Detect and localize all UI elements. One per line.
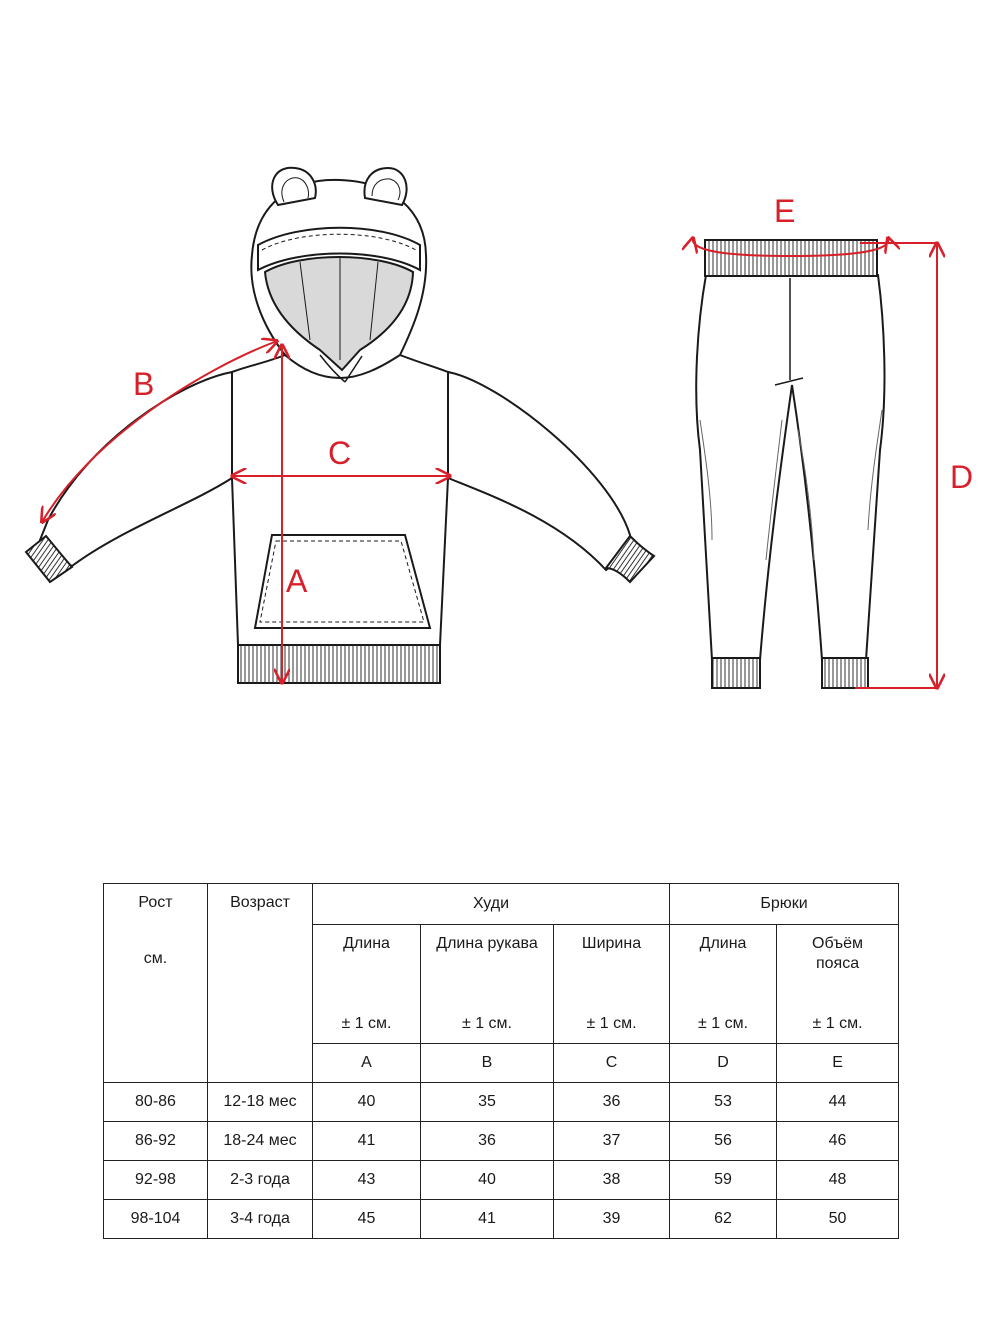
right-sleeve <box>448 372 632 570</box>
label-c: C <box>328 435 352 471</box>
height-header-cell <box>104 884 208 1083</box>
size-table <box>103 883 899 1239</box>
col-header-b: Длина рукава ± 1 см. <box>421 925 554 1044</box>
cell-height: 92-98 <box>104 1161 208 1200</box>
cell-d: 56 <box>670 1122 777 1161</box>
cell-a: 45 <box>313 1200 421 1239</box>
cell-e: 48 <box>777 1161 899 1200</box>
label-e: E <box>774 193 796 229</box>
cell-e: 44 <box>777 1083 899 1122</box>
cell-d: 62 <box>670 1200 777 1239</box>
label-b: B <box>133 366 155 402</box>
col-header-c: Ширина ± 1 см. <box>554 925 670 1044</box>
cell-height: 98-104 <box>104 1200 208 1239</box>
table-row <box>104 1200 899 1239</box>
table-row <box>104 1161 899 1200</box>
cell-e: 50 <box>777 1200 899 1239</box>
cell-b: 40 <box>421 1161 554 1200</box>
cell-height: 86-92 <box>104 1122 208 1161</box>
cell-d: 59 <box>670 1161 777 1200</box>
code-b: B <box>421 1044 554 1083</box>
cell-a: 41 <box>313 1122 421 1161</box>
cell-age: 2-3 года <box>208 1161 313 1200</box>
code-d: D <box>670 1044 777 1083</box>
cell-age: 3-4 года <box>208 1200 313 1239</box>
code-c: C <box>554 1044 670 1083</box>
cell-c: 39 <box>554 1200 670 1239</box>
table-row <box>104 1122 899 1161</box>
left-ear <box>272 168 316 205</box>
cell-e: 46 <box>777 1122 899 1161</box>
pants-group-header: Брюки <box>670 884 899 925</box>
hoodie-drawing <box>26 168 654 683</box>
left-leg-cuff <box>712 658 760 688</box>
col-header-a: Длина ± 1 см. <box>313 925 421 1044</box>
pants-drawing <box>696 240 884 688</box>
table-row <box>104 1083 899 1122</box>
cell-a: 40 <box>313 1083 421 1122</box>
cell-height: 80-86 <box>104 1083 208 1122</box>
age-header: Возраст <box>208 884 313 1083</box>
hoodie-group-header: Худи <box>313 884 670 925</box>
pants-waistband <box>705 240 877 276</box>
height-header: Рост <box>138 894 173 911</box>
cell-b: 36 <box>421 1122 554 1161</box>
height-unit: см. <box>143 950 168 967</box>
label-a: A <box>286 563 308 599</box>
cell-age: 12-18 мес <box>208 1083 313 1122</box>
label-d: D <box>950 459 974 495</box>
cell-c: 36 <box>554 1083 670 1122</box>
code-a: A <box>313 1044 421 1083</box>
col-header-e: Объём пояса ± 1 см. <box>777 925 899 1044</box>
code-e: E <box>777 1044 899 1083</box>
right-leg-cuff <box>822 658 868 688</box>
cell-c: 37 <box>554 1122 670 1161</box>
col-header-d: Длина ± 1 см. <box>670 925 777 1044</box>
cell-b: 35 <box>421 1083 554 1122</box>
cell-c: 38 <box>554 1161 670 1200</box>
cell-a: 43 <box>313 1161 421 1200</box>
cell-d: 53 <box>670 1083 777 1122</box>
right-ear <box>364 168 406 205</box>
hoodie-waistband <box>238 645 440 683</box>
cell-b: 41 <box>421 1200 554 1239</box>
cell-age: 18-24 мес <box>208 1122 313 1161</box>
